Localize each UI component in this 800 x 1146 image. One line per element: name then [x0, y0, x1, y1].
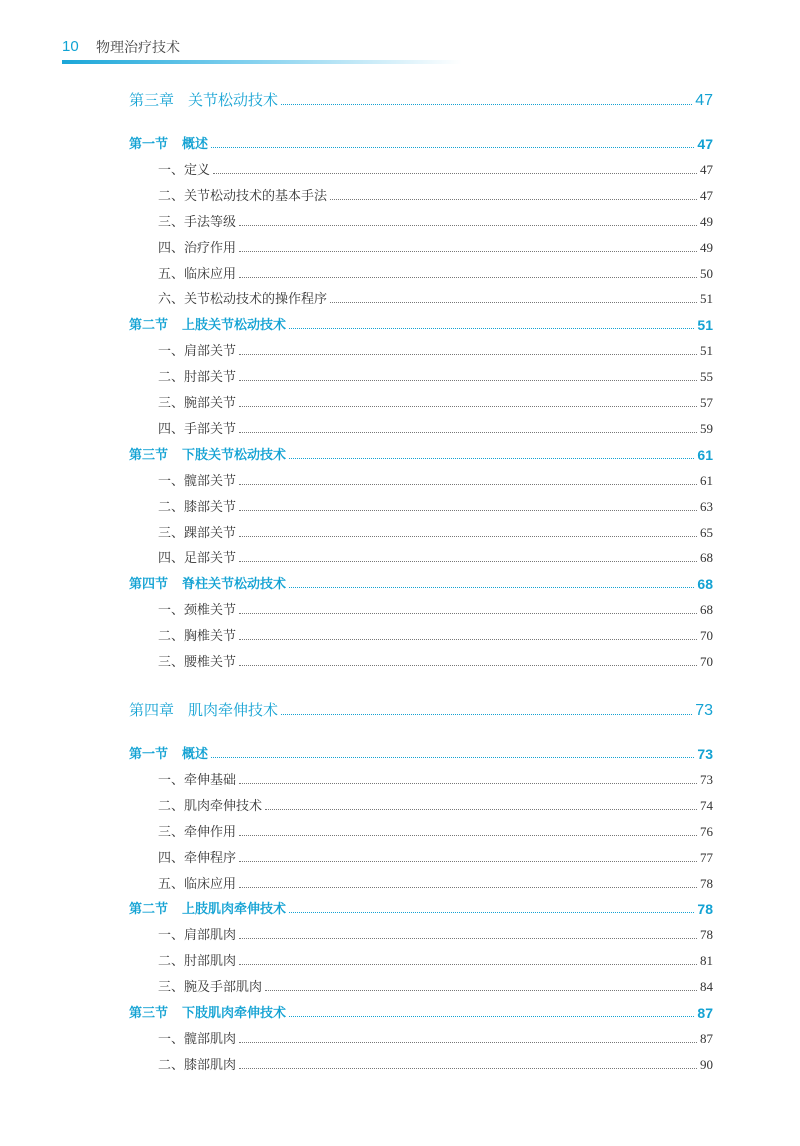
item-label: 二、肘部肌肉	[158, 954, 237, 970]
item-page: 74	[700, 797, 713, 813]
section-title: 下肢关节松动技术	[182, 447, 287, 463]
dot-leader	[239, 861, 697, 862]
item-page: 77	[700, 849, 713, 865]
item-page: 65	[700, 524, 713, 540]
dot-leader	[239, 639, 697, 640]
item-label: 一、颈椎关节	[158, 603, 237, 619]
item-page: 87	[700, 1030, 713, 1046]
toc-item[interactable]	[158, 184, 713, 204]
dot-leader	[289, 328, 694, 329]
item-label: 六、关节松动技术的操作程序	[158, 292, 328, 308]
section-title: 概述	[182, 137, 209, 152]
toc-section[interactable]	[129, 742, 713, 762]
section-page: 78	[697, 901, 713, 918]
item-label: 三、手法等级	[158, 214, 237, 230]
section-number: 第二节	[129, 318, 169, 334]
dot-leader	[239, 561, 697, 562]
item-label: 二、膝部肌肉	[158, 1057, 237, 1073]
section-title: 脊柱关节松动技术	[182, 577, 287, 593]
item-page: 59	[700, 420, 713, 436]
item-page: 47	[700, 161, 713, 177]
dot-leader	[265, 809, 697, 810]
item-label: 三、腕及手部肌肉	[158, 980, 263, 996]
toc-chapter[interactable]	[129, 86, 713, 110]
dot-leader	[239, 536, 697, 537]
chapter-page: 47	[695, 92, 713, 109]
dot-leader	[211, 147, 694, 148]
chapter-title: 关节松动技术	[188, 91, 279, 109]
item-label: 一、牵伸基础	[158, 772, 237, 788]
toc-section[interactable]	[129, 572, 713, 592]
toc-item[interactable]	[158, 975, 713, 995]
dot-leader	[239, 432, 697, 433]
item-label: 三、腰椎关节	[158, 655, 237, 670]
item-label: 一、髋部关节	[158, 473, 237, 489]
section-page: 73	[697, 746, 713, 762]
item-page: 49	[700, 239, 713, 255]
item-label: 三、腕部关节	[158, 396, 237, 411]
item-label: 二、胸椎关节	[158, 629, 237, 645]
chapter-number: 第三章	[129, 91, 175, 109]
toc-section[interactable]	[129, 1001, 713, 1021]
toc-item[interactable]	[158, 158, 713, 178]
item-page: 57	[700, 395, 713, 410]
section-number: 第四节	[129, 577, 169, 593]
toc-item[interactable]	[158, 365, 713, 385]
toc-item[interactable]	[158, 546, 713, 566]
item-label: 一、肩部关节	[158, 344, 237, 360]
item-label: 一、髋部肌肉	[158, 1031, 237, 1047]
toc-item[interactable]	[158, 262, 713, 282]
toc-item[interactable]	[158, 794, 713, 814]
section-number: 第二节	[129, 902, 169, 918]
dot-leader	[239, 1042, 697, 1043]
item-page: 61	[700, 472, 713, 488]
toc-item[interactable]	[158, 521, 713, 541]
toc-item[interactable]	[158, 417, 713, 437]
toc-item[interactable]	[158, 210, 713, 230]
dot-leader	[239, 938, 697, 939]
dot-leader	[289, 1016, 694, 1017]
toc-item[interactable]	[158, 287, 713, 307]
toc-section[interactable]	[129, 897, 713, 917]
item-label: 三、牵伸作用	[158, 824, 237, 840]
toc-item[interactable]	[158, 624, 713, 644]
section-number: 第三节	[129, 447, 169, 463]
dot-leader	[330, 302, 697, 303]
item-page: 68	[700, 550, 713, 566]
toc-item[interactable]	[158, 949, 713, 969]
item-page: 76	[700, 823, 713, 839]
toc-item[interactable]	[158, 650, 713, 670]
item-label: 四、牵伸程序	[158, 850, 237, 866]
item-page: 78	[700, 875, 713, 891]
dot-leader	[289, 458, 694, 459]
item-label: 五、临床应用	[158, 266, 237, 282]
section-number: 第一节	[129, 747, 169, 762]
dot-leader	[265, 990, 697, 991]
chapter-page: 73	[695, 702, 713, 719]
dot-leader	[239, 1068, 697, 1069]
toc-item[interactable]	[158, 469, 713, 489]
toc-item[interactable]	[158, 872, 713, 892]
dot-leader	[239, 964, 697, 965]
dot-leader	[239, 406, 697, 407]
item-label: 四、足部关节	[158, 551, 237, 567]
dot-leader	[211, 757, 694, 758]
item-label: 四、手部关节	[158, 421, 237, 437]
toc-item[interactable]	[158, 236, 713, 256]
item-label: 二、肘部关节	[158, 370, 237, 386]
item-label: 四、治疗作用	[158, 240, 237, 256]
item-page: 55	[700, 369, 713, 385]
dot-leader	[239, 484, 697, 485]
item-label: 五、临床应用	[158, 876, 237, 892]
item-page: 68	[700, 602, 713, 618]
dot-leader	[289, 912, 694, 913]
item-page: 51	[700, 291, 713, 307]
toc-item[interactable]	[158, 495, 713, 515]
dot-leader	[239, 783, 697, 784]
item-page: 81	[700, 953, 713, 969]
dot-leader	[239, 887, 697, 888]
item-label: 二、肌肉牵伸技术	[158, 798, 263, 814]
toc-section[interactable]	[129, 313, 713, 333]
section-title: 上肢关节松动技术	[182, 318, 287, 334]
chapter-title: 肌肉牵伸技术	[188, 701, 279, 719]
dot-leader	[289, 587, 694, 588]
item-page: 90	[700, 1056, 713, 1072]
section-page: 61	[697, 446, 713, 463]
item-page: 49	[700, 213, 713, 229]
book-title: 物理治疗技术	[96, 40, 180, 56]
dot-leader	[239, 510, 697, 511]
toc-item[interactable]	[158, 923, 713, 943]
dot-leader	[281, 104, 692, 105]
dot-leader	[213, 173, 697, 174]
dot-leader	[239, 277, 697, 278]
dot-leader	[239, 251, 697, 252]
dot-leader	[281, 714, 692, 715]
item-page: 70	[700, 628, 713, 644]
item-page: 78	[700, 927, 713, 943]
section-page: 51	[697, 317, 713, 334]
section-title: 下肢肌肉牵伸技术	[182, 1006, 287, 1021]
toc-item[interactable]	[158, 820, 713, 840]
section-number: 第一节	[129, 137, 169, 152]
item-label: 三、踝部关节	[158, 525, 237, 541]
section-page: 87	[697, 1005, 713, 1021]
toc-section[interactable]	[129, 443, 713, 463]
item-label: 二、膝部关节	[158, 499, 237, 515]
toc-item[interactable]	[158, 846, 713, 866]
toc-section[interactable]	[129, 132, 713, 152]
item-page: 50	[700, 265, 713, 281]
item-label: 一、肩部肌肉	[158, 928, 237, 944]
section-number: 第三节	[129, 1006, 169, 1021]
section-page: 47	[697, 136, 713, 152]
item-label: 二、关节松动技术的基本手法	[158, 188, 328, 204]
toc-chapter[interactable]	[129, 696, 713, 720]
dot-leader	[330, 199, 697, 200]
chapter-number: 第四章	[129, 701, 175, 719]
item-page: 84	[700, 979, 713, 995]
toc-item[interactable]	[158, 391, 713, 411]
section-title: 概述	[182, 747, 209, 762]
section-title: 上肢肌肉牵伸技术	[182, 902, 287, 918]
item-page: 63	[700, 498, 713, 514]
dot-leader	[239, 380, 697, 381]
toc-item[interactable]	[158, 768, 713, 788]
toc-item[interactable]	[158, 1027, 713, 1047]
item-page: 47	[700, 187, 713, 203]
item-page: 51	[700, 343, 713, 359]
page-number: 10	[62, 38, 79, 55]
dot-leader	[239, 613, 697, 614]
item-page: 73	[700, 771, 713, 787]
dot-leader	[239, 354, 697, 355]
dot-leader	[239, 835, 697, 836]
toc-item[interactable]	[158, 598, 713, 618]
toc-item[interactable]	[158, 1053, 713, 1073]
item-page: 70	[700, 654, 713, 669]
dot-leader	[239, 225, 697, 226]
dot-leader	[239, 665, 697, 666]
section-page: 68	[697, 576, 713, 593]
toc-item[interactable]	[158, 339, 713, 359]
item-label: 一、定义	[158, 162, 211, 178]
